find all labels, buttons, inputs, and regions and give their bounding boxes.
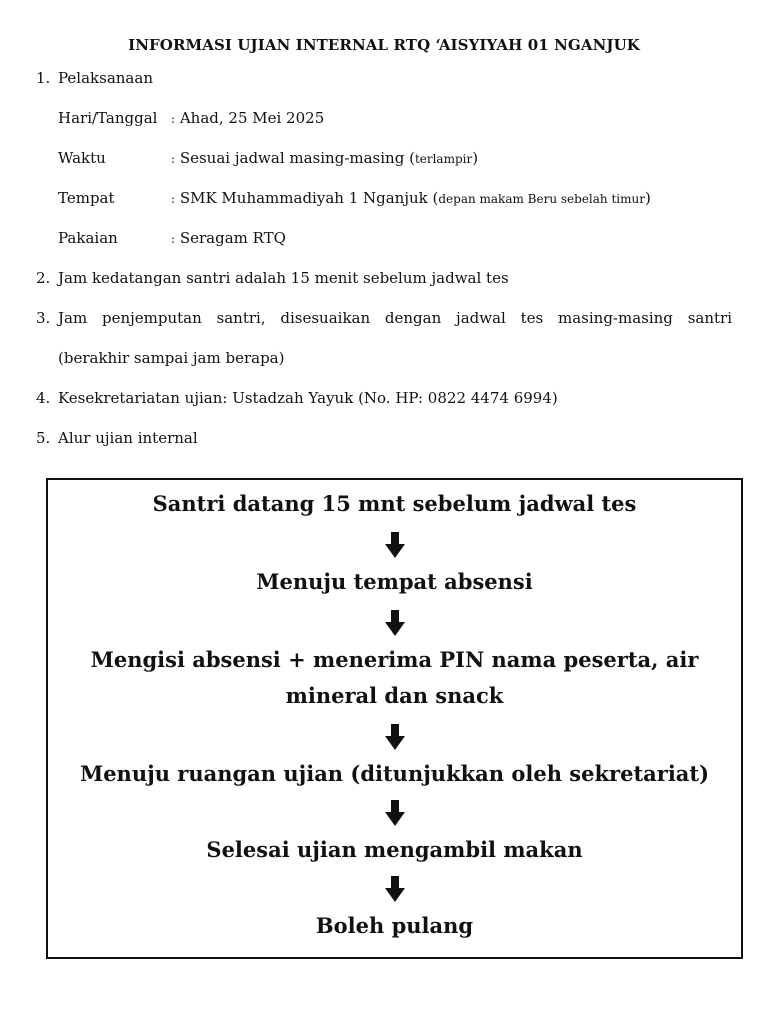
detail-value-pakaian: : Seragam RTQ: [171, 229, 286, 247]
detail-value-hari-tanggal: : Ahad, 25 Mei 2025: [171, 109, 325, 127]
item-3-text: Jam penjemputan santri, disesuaikan dengan jadwal tes masing-masing santri: [58, 309, 732, 327]
down-arrow-icon: [48, 800, 741, 826]
document-title: INFORMASI UJIAN INTERNAL RTQ ‘AISYIYAH 01 NGANJUK: [128, 36, 640, 54]
flow-step-6: Boleh pulang: [315, 913, 474, 938]
item-2-text: Jam kedatangan santri adalah 15 menit sebelum jadwal tes: [58, 269, 509, 287]
item-2-number: 2.: [36, 269, 51, 287]
item-4-number: 4.: [36, 389, 51, 407]
detail-value-waktu: : Sesuai jadwal masing-masing (terlampir): [171, 149, 479, 167]
down-arrow-icon: [48, 610, 741, 636]
down-arrow-icon: [48, 876, 741, 902]
detail-label-hari-tanggal: Hari/Tanggal: [58, 109, 158, 127]
down-arrow-icon: [48, 532, 741, 558]
detail-label-pakaian: Pakaian: [58, 229, 118, 247]
flow-step-4: Menuju ruangan ujian (ditunjukkan oleh sekretariat): [79, 761, 710, 786]
flow-step-3-line-1: Mengisi absensi + menerima PIN nama peserta, air: [90, 647, 699, 672]
down-arrow-icon: [48, 724, 741, 750]
flow-step-2: Menuju tempat absensi: [256, 569, 533, 594]
item-5-text: Alur ujian internal: [58, 429, 198, 447]
item-1-number: 1.: [36, 69, 51, 87]
detail-label-tempat: Tempat: [58, 189, 115, 207]
flow-step-3-line-2: mineral dan snack: [285, 683, 504, 708]
detail-label-waktu: Waktu: [58, 149, 106, 167]
exam-flow-box: [46, 478, 743, 959]
item-4-text: Kesekretariatan ujian: Ustadzah Yayuk (No. HP: 0822 4474 6994): [58, 389, 558, 407]
item-1-text: Pelaksanaan: [58, 69, 153, 87]
item-3-text-continued: (berakhir sampai jam berapa): [58, 349, 285, 367]
flow-step-1: Santri datang 15 mnt sebelum jadwal tes: [152, 491, 637, 516]
item-3-number: 3.: [36, 309, 51, 327]
flow-step-5: Selesai ujian mengambil makan: [206, 837, 583, 862]
item-5-number: 5.: [36, 429, 51, 447]
detail-value-tempat: : SMK Muhammadiyah 1 Nganjuk (depan makam Beru sebelah timur): [171, 189, 651, 207]
